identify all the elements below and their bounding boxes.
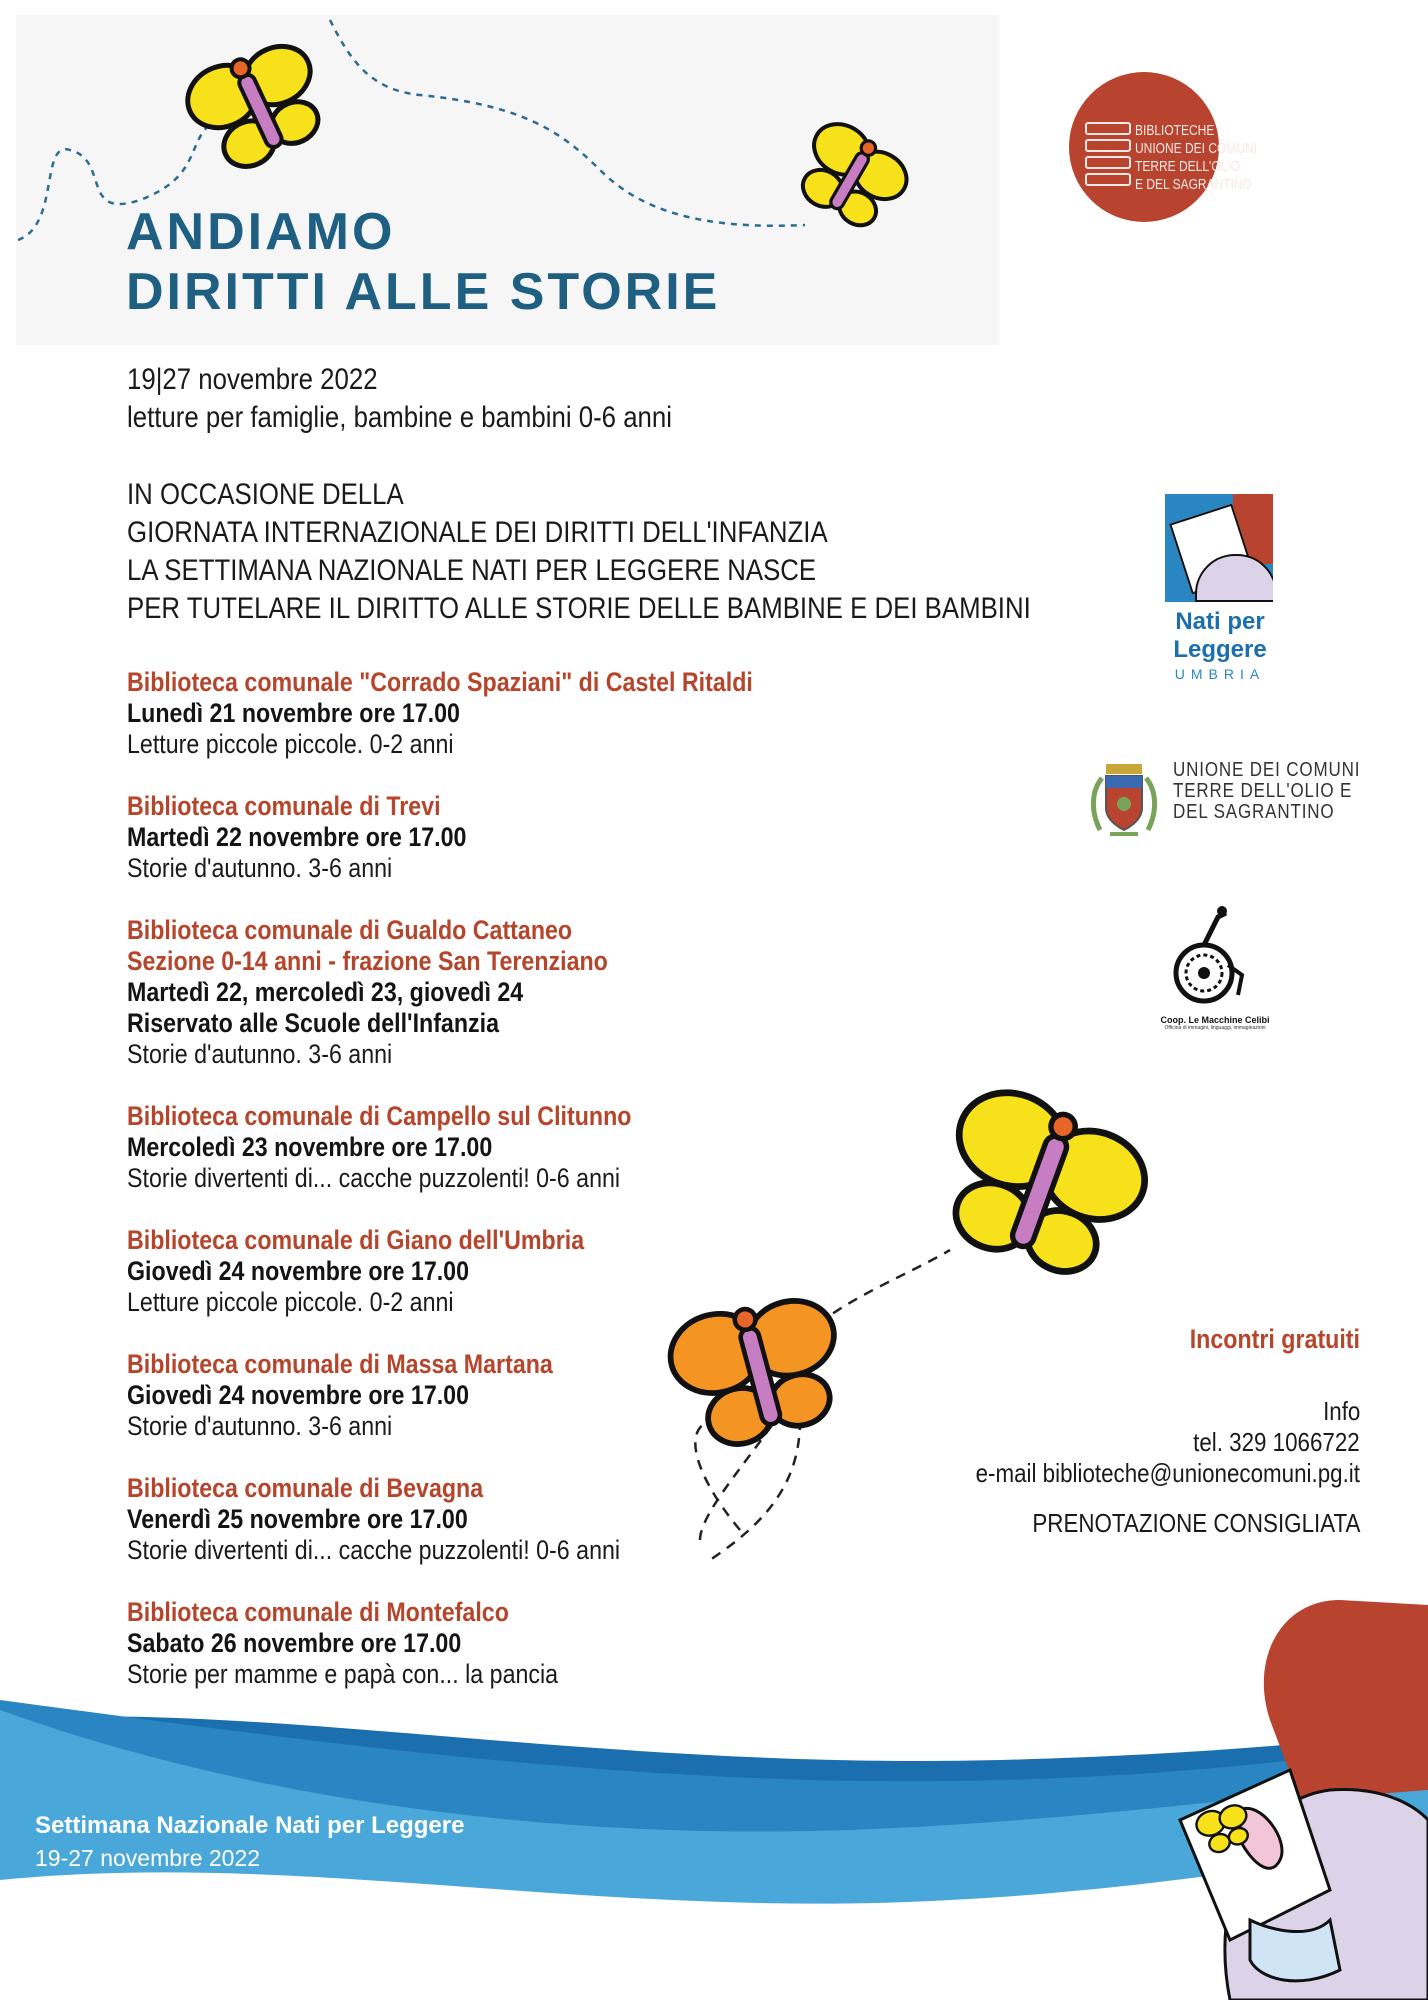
union-logo-line: UNIONE DEI COMUNI (1173, 759, 1361, 781)
footer-dates: 19-27 novembre 2022 (35, 1845, 261, 1871)
event-venue-detail: Sezione 0-14 anni - frazione San Terenziano (127, 946, 608, 976)
npl-logo (1160, 494, 1280, 682)
event-description: Storie divertenti di... cacche puzzolenti! 0-6 anni (127, 1535, 621, 1565)
event-castel-ritaldi (127, 667, 753, 760)
event-description: Storie divertenti di... cacche puzzolenti! 0-6 anni (127, 1163, 621, 1193)
event-description: Storie d'autunno. 3-6 anni (127, 853, 393, 883)
library-logo-line: BIBLIOTECHE (1135, 122, 1215, 139)
event-datetime: Venerdì 25 novembre ore 17.00 (127, 1504, 468, 1534)
event-campello (127, 1101, 631, 1194)
butterfly-orange (662, 1285, 856, 1457)
event-trevi (127, 791, 466, 884)
event-montefalco (127, 1597, 558, 1690)
event-description: Letture piccole piccole. 0-2 anni (127, 729, 454, 759)
free-events-label: Incontri gratuiti (1189, 1324, 1360, 1354)
coop-logo (1140, 905, 1290, 1031)
info-email[interactable]: e-mail biblioteche@unionecomuni.pg.it (975, 1458, 1360, 1488)
event-venue: Biblioteca comunale di Bevagna (127, 1473, 484, 1503)
event-venue: Biblioteca comunale di Giano dell'Umbria (127, 1225, 585, 1255)
event-venue: Biblioteca comunale di Campello sul Clitunno (127, 1101, 632, 1131)
event-venue: Biblioteca comunale di Massa Martana (127, 1349, 553, 1379)
cyclist-machine-icon (1168, 905, 1248, 1015)
coop-logo-name: Coop. Le Macchine Celibi (1160, 1015, 1270, 1025)
event-giano (127, 1225, 584, 1318)
event-description: Storie d'autunno. 3-6 anni (127, 1411, 393, 1441)
title-line-1: ANDIAMO (126, 203, 396, 261)
occasion-line: IN OCCASIONE DELLA (127, 478, 404, 511)
event-datetime: Sabato 26 novembre ore 17.00 (127, 1628, 462, 1658)
union-logo-line: DEL SAGRANTINO (1173, 801, 1335, 823)
event-datetime: Mercoledì 23 novembre ore 17.00 (127, 1132, 493, 1162)
library-logo (1069, 72, 1258, 222)
npl-logo-line1: Nati per (1175, 608, 1265, 635)
npl-logo-region: UMBRIA (1174, 666, 1266, 682)
library-logo-line: TERRE DELL'OLIO (1135, 158, 1240, 175)
event-datetime: Martedì 22 novembre ore 17.00 (127, 822, 467, 852)
occasion-line: PER TUTELARE IL DIRITTO ALLE STORIE DELLE BAMBINE E DEI BAMBINI (127, 592, 1031, 625)
intro-audience: letture per famiglie, bambine e bambini 0-6 anni (127, 401, 672, 434)
event-venue: Biblioteca comunale di Montefalco (127, 1597, 509, 1627)
event-venue: Biblioteca comunale di Gualdo Cattaneo (127, 915, 573, 945)
info-label: Info (1322, 1396, 1360, 1426)
npl-logo-line2: Leggere (1173, 636, 1267, 663)
event-venue: Biblioteca comunale "Corrado Spaziani" di Castel Ritaldi (127, 667, 753, 697)
booking-note: PRENOTAZIONE CONSIGLIATA (1032, 1508, 1360, 1538)
library-logo-line: UNIONE DEI COMUNI (1135, 140, 1258, 157)
event-datetime: Giovedì 24 novembre ore 17.00 (127, 1256, 470, 1286)
library-logo-line: E DEL SAGRANTINO (1135, 176, 1252, 193)
event-description: Storie per mamme e papà con... la pancia (127, 1659, 559, 1689)
title-line-2: DIRITTI ALLE STORIE (126, 263, 721, 321)
footer-title: Settimana Nazionale Nati per Leggere (35, 1812, 465, 1839)
event-datetime: Martedì 22, mercoledì 23, giovedì 24 (127, 977, 524, 1007)
event-note: Riservato alle Scuole dell'Infanzia (127, 1008, 500, 1038)
intro-dates: 19|27 novembre 2022 (127, 363, 378, 396)
union-logo-line: TERRE DELL'OLIO E (1173, 780, 1353, 802)
npl-book-icon (1165, 494, 1273, 602)
butterfly-yellow-big (924, 1078, 1160, 1292)
occasion-line: LA SETTIMANA NAZIONALE NATI PER LEGGERE NASCE (127, 554, 817, 587)
event-datetime: Giovedì 24 novembre ore 17.00 (127, 1380, 470, 1410)
event-bevagna (127, 1473, 620, 1566)
info-phone: tel. 329 1066722 (1193, 1427, 1360, 1457)
event-datetime: Lunedì 21 novembre ore 17.00 (127, 698, 460, 728)
coop-logo-tagline: Officina di immagini, linguaggi, immaginazioni (1164, 1025, 1266, 1031)
event-description: Letture piccole piccole. 0-2 anni (127, 1287, 454, 1317)
event-venue: Biblioteca comunale di Trevi (127, 791, 441, 821)
event-gualdo-cattaneo (127, 915, 608, 1070)
event-description: Storie d'autunno. 3-6 anni (127, 1039, 393, 1069)
books-icon (1085, 122, 1131, 178)
event-massa-martana (127, 1349, 553, 1442)
coat-of-arms-icon (1090, 760, 1158, 842)
occasion-line: GIORNATA INTERNAZIONALE DEI DIRITTI DELL'INFANZIA (127, 516, 828, 549)
